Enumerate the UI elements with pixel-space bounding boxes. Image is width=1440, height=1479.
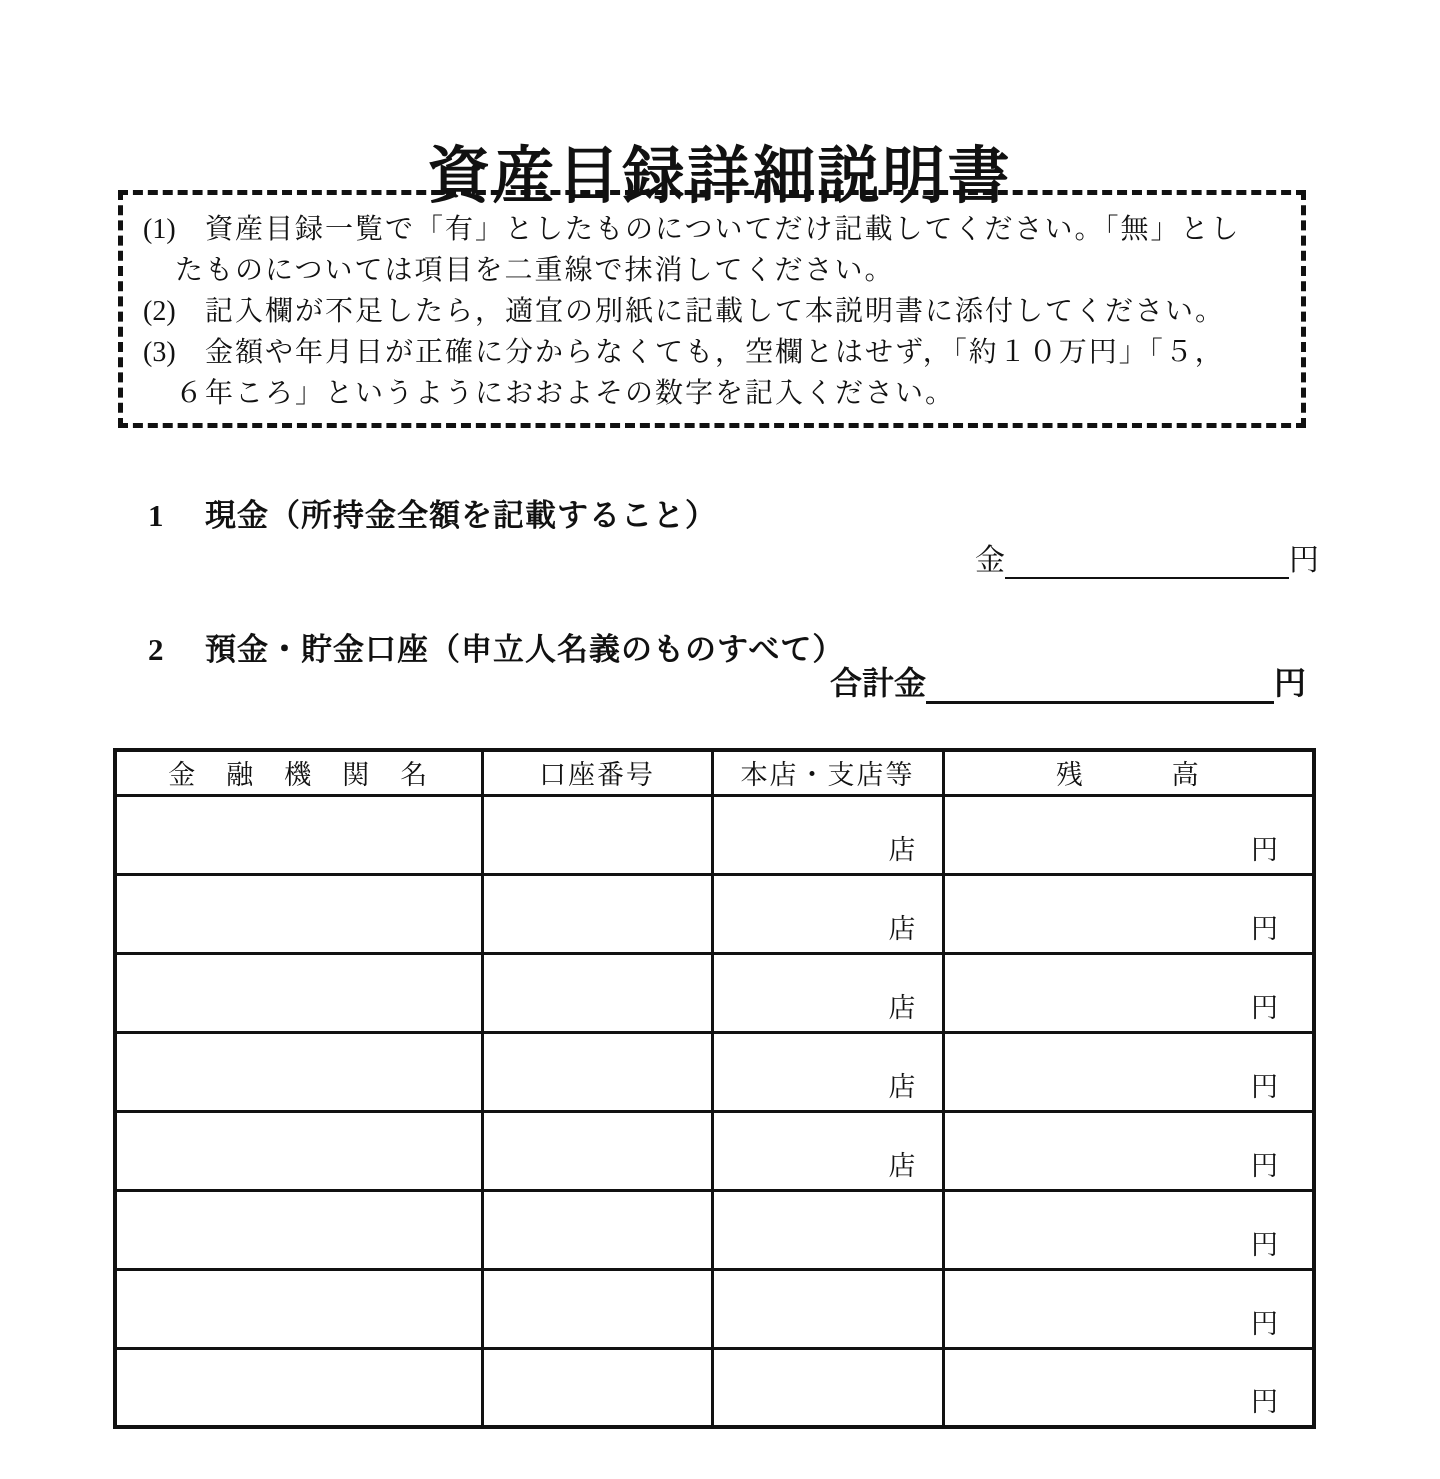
cash-amount-label: 金 <box>975 544 1005 577</box>
account-number-cell[interactable] <box>482 1111 712 1190</box>
col-header-institution: 金 融 機 関 名 <box>115 750 482 795</box>
section-deposits-number: 2 <box>148 632 165 667</box>
instruction-item-1-line-1 <box>143 209 1287 250</box>
account-number-cell[interactable] <box>482 1348 712 1427</box>
balance-cell[interactable]: 円 <box>943 1032 1314 1111</box>
branch-cell[interactable] <box>712 1190 943 1269</box>
institution-cell[interactable] <box>115 953 482 1032</box>
branch-cell[interactable] <box>712 1348 943 1427</box>
section-deposits-heading <box>148 624 844 669</box>
institution-cell[interactable] <box>115 1348 482 1427</box>
table-header-row <box>115 750 1314 795</box>
deposits-total-label: 合計金 <box>830 665 927 701</box>
table-row <box>115 1032 1314 1111</box>
instructions-box <box>118 190 1306 428</box>
branch-cell[interactable]: 店 <box>712 874 943 953</box>
cash-amount-unit: 円 <box>1289 544 1319 577</box>
cash-amount-field[interactable] <box>1005 539 1289 579</box>
section-cash-heading <box>148 490 717 535</box>
institution-cell[interactable] <box>115 795 482 874</box>
instruction-text: 記入欄が不足したら，適宜の別紙に記載して本説明書に添付してください。 <box>205 296 1226 327</box>
account-number-cell[interactable] <box>482 1269 712 1348</box>
col-header-account-number: 口座番号 <box>482 750 712 795</box>
account-number-cell[interactable] <box>482 953 712 1032</box>
instruction-item-1-line-2: たものについては項目を二重線で抹消してください。 <box>175 255 895 286</box>
table-row <box>115 953 1314 1032</box>
col-header-balance: 残 高 <box>943 750 1314 795</box>
table-row <box>115 1269 1314 1348</box>
institution-cell[interactable] <box>115 1111 482 1190</box>
table-row <box>115 1111 1314 1190</box>
balance-cell[interactable]: 円 <box>943 1269 1314 1348</box>
instruction-text: 資産目録一覧で「有」としたものについてだけ記載してください。「無」とし <box>205 214 1241 245</box>
balance-cell[interactable]: 円 <box>943 795 1314 874</box>
account-number-cell[interactable] <box>482 874 712 953</box>
branch-cell[interactable]: 店 <box>712 953 943 1032</box>
table-row <box>115 874 1314 953</box>
instruction-item-2-line-1 <box>143 291 1287 332</box>
table-row <box>115 1190 1314 1269</box>
instruction-number-2: (2) <box>143 296 176 327</box>
table-row <box>115 795 1314 874</box>
balance-cell[interactable]: 円 <box>943 1111 1314 1190</box>
balance-cell[interactable]: 円 <box>943 874 1314 953</box>
section-cash-heading-text: 現金（所持金全額を記載すること） <box>205 498 717 533</box>
institution-cell[interactable] <box>115 1032 482 1111</box>
deposits-total-unit: 円 <box>1274 665 1307 701</box>
institution-cell[interactable] <box>115 874 482 953</box>
deposits-total-field[interactable] <box>926 659 1274 704</box>
institution-cell[interactable] <box>115 1269 482 1348</box>
instruction-item-3-line-2: ６年ころ」というようにおおよその数字を記入ください。 <box>175 378 956 409</box>
instruction-number-3: (3) <box>143 337 176 368</box>
balance-cell[interactable]: 円 <box>943 1190 1314 1269</box>
branch-cell[interactable]: 店 <box>712 795 943 874</box>
table-row <box>115 1348 1314 1427</box>
account-number-cell[interactable] <box>482 795 712 874</box>
section-deposits-heading-text: 預金・貯金口座（申立人名義のものすべて） <box>205 632 845 667</box>
account-number-cell[interactable] <box>482 1032 712 1111</box>
instruction-text: 金額や年月日が正確に分からなくても，空欄とはせず，「約１０万円」「５， <box>205 337 1225 368</box>
institution-cell[interactable] <box>115 1190 482 1269</box>
page-title: 資産目録詳細説明書 <box>427 142 1013 211</box>
col-header-branch: 本店・支店等 <box>712 750 943 795</box>
balance-cell[interactable]: 円 <box>943 1348 1314 1427</box>
branch-cell[interactable]: 店 <box>712 1111 943 1190</box>
branch-cell[interactable]: 店 <box>712 1032 943 1111</box>
account-number-cell[interactable] <box>482 1190 712 1269</box>
section-cash-number: 1 <box>148 498 165 533</box>
instruction-number-1: (1) <box>143 214 176 245</box>
cash-amount-line <box>975 541 1319 579</box>
balance-cell[interactable]: 円 <box>943 953 1314 1032</box>
instruction-item-3-line-1 <box>143 332 1287 373</box>
deposits-total-line <box>830 662 1306 704</box>
accounts-table <box>113 748 1316 1429</box>
branch-cell[interactable] <box>712 1269 943 1348</box>
